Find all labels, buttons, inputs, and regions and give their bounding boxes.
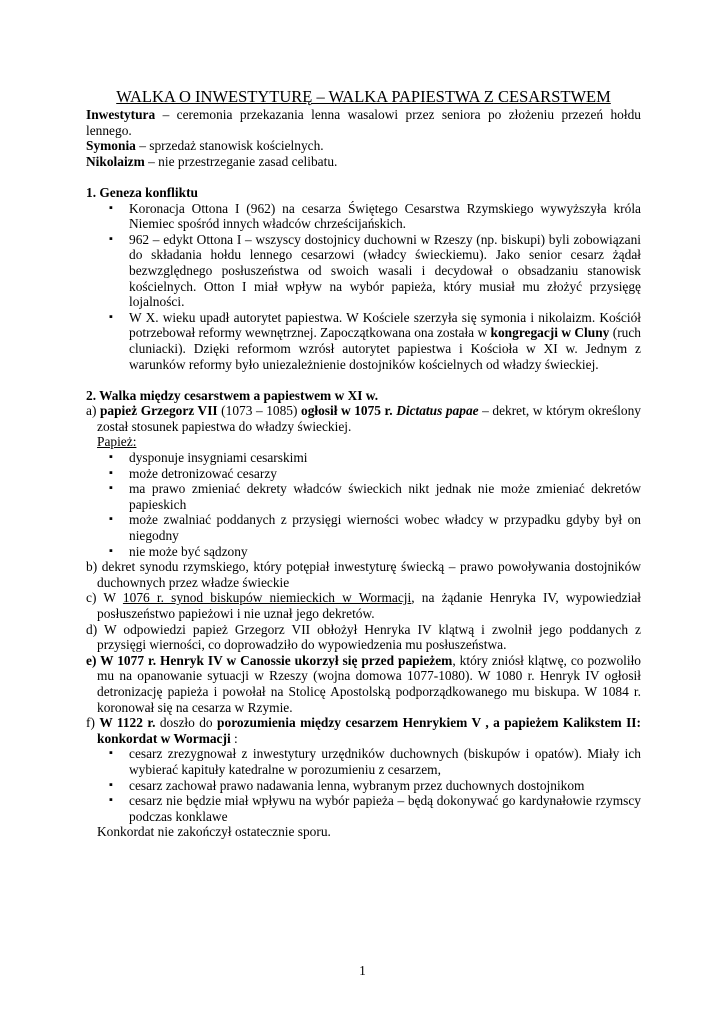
document-page	[86, 88, 641, 840]
papiez-bullet: ▪ nie może być sądzony	[86, 544, 641, 560]
definition-nikolaizm	[86, 154, 641, 170]
page-number: 1	[359, 963, 366, 978]
definition-text: – ceremonia przekazania lenna wasalowi przez seniora po złożeniu przezeń hołdu lennego.	[86, 107, 641, 138]
section-1-bullet: ▪ W X. wieku upadł autorytet papiestwa. W Kościele szerzyła się symonia i nikolaizm. Kościół potrzebował reformy wewnętrznej. Zapoczątkowana ona została w kongregacji w Cluny (ruch cluniacki). Dzięki reformom wzrósł autorytet papiestwa i Kościoła w XI w. Jednym z warunków reformy było uniezależnienie dostojników kościelnych od władzy świeckiej.	[86, 310, 641, 372]
papiez-bullet: ▪ może zwalniać poddanych z przysięgi wierności wobec władcy w przypadku gdyby był on niegodny	[86, 512, 641, 543]
point-f: f) W 1122 r. doszło do porozumienia między cesarzem Henrykiem V , a papieżem Kalikstem II: konkordat w Wormacji :	[86, 715, 641, 746]
definition-text: – sprzedaż stanowisk kościelnych.	[135, 138, 324, 154]
section-1-heading: 1. Geneza konfliktu	[86, 184, 198, 200]
definition-term: Inwestytura	[86, 107, 156, 122]
papiez-bullet: ▪ może detronizować cesarzy	[86, 466, 641, 482]
definition-inwestytura	[86, 107, 641, 138]
point-d: d) W odpowiedzi papież Grzegorz VII obłożył Henryka IV klątwą i zwolnił jego poddanych z przysięgi wierności, co doprowadziło do wypowiedzenia mu posłuszeństwa.	[86, 621, 641, 653]
papiez-label: Papież:	[97, 434, 137, 450]
section-1-bullet: ▪ Koronacja Ottona I (962) na cesarza Świętego Cesarstwa Rzymskiego wywyższyła króla Niemiec spośród innych władców chrześcijańskich.	[86, 201, 641, 232]
konkordat-bullet: ▪ cesarz zrezygnował z inwestytury urzędników duchownych (biskupów i opatów). Miały ich wybierać kapituły katedralne w porozumieniu z cesarzem,	[86, 746, 641, 777]
konkordat-bullet: ▪ cesarz zachował prawo nadawania lenna, wybranym przez duchownych dostojnikom	[86, 778, 641, 794]
papiez-bullet: ▪ ma prawo zmieniać dekrety władców świeckich nikt jednak nie może zmieniać dekretów papieskich	[86, 481, 641, 512]
point-b: b) dekret synodu rzymskiego, który potępiał inwestyturę świecką – prawo powoływania dostojników duchownych przez władze świeckie	[86, 559, 641, 590]
point-e: e) W 1077 r. Henryk IV w Canossie ukorzył się przed papieżem, który zniósł klątwę, co pozwoliło mu na opanowanie sytuacji w Rzeszy (wojna domowa 1077-1080). W 1080 r. Henryk IV ogłosił detronizację papieża i powołał na Stolicę Apostolską podporządkowanego mu biskupa. W 1084 r. koronował się na cesarza w Rzymie.	[86, 652, 641, 715]
definition-text: – nie przestrzeganie zasad celibatu.	[144, 153, 338, 169]
page-title: WALKA O INWESTYTURĘ – WALKA PAPIESTWA Z CESARSTWEM	[116, 87, 611, 106]
papiez-bullet: ▪ dysponuje insygniami cesarskimi	[86, 450, 641, 466]
point-c: c) W 1076 r. synod biskupów niemieckich w Wormacji, na żądanie Henryka IV, wypowiedział posłuszeństwo papieżowi i nie uznał jego dekretów.	[86, 590, 641, 621]
closing-sentence: Konkordat nie zakończył ostatecznie sporu.	[97, 824, 331, 840]
definition-symonia	[86, 138, 641, 154]
definition-term: Symonia	[86, 138, 136, 154]
konkordat-bullet: ▪ cesarz nie będzie miał wpływu na wybór papieża – będą dokonywać go kardynałowie rzymscy podczas konklawe	[86, 793, 641, 824]
section-2-heading: 2. Walka między cesarstwem a papiestwem w XI w.	[86, 387, 379, 403]
point-a: a) papież Grzegorz VII (1073 – 1085) ogłosił w 1075 r. Dictatus papae – dekret, w którym określony został stosunek papiestwa do władzy świeckiej.	[86, 403, 641, 434]
definition-term: Nikolaizm	[86, 153, 145, 169]
section-1-bullet: ▪ 962 – edykt Ottona I – wszyscy dostojnicy duchowni w Rzeszy (np. biskupi) byli zobowiązani do składania hołdu lennego cesarzowi (władcy świeckiemu). Jako senior cesarz żądał bezwzględnego posłuszeństwa od swoich wasali i decydował o obsadzaniu stanowisk kościelnych. Otton I miał wpływ na wybór papieża, który musiał mu złożyć przysięgę lojalności.	[86, 232, 641, 310]
